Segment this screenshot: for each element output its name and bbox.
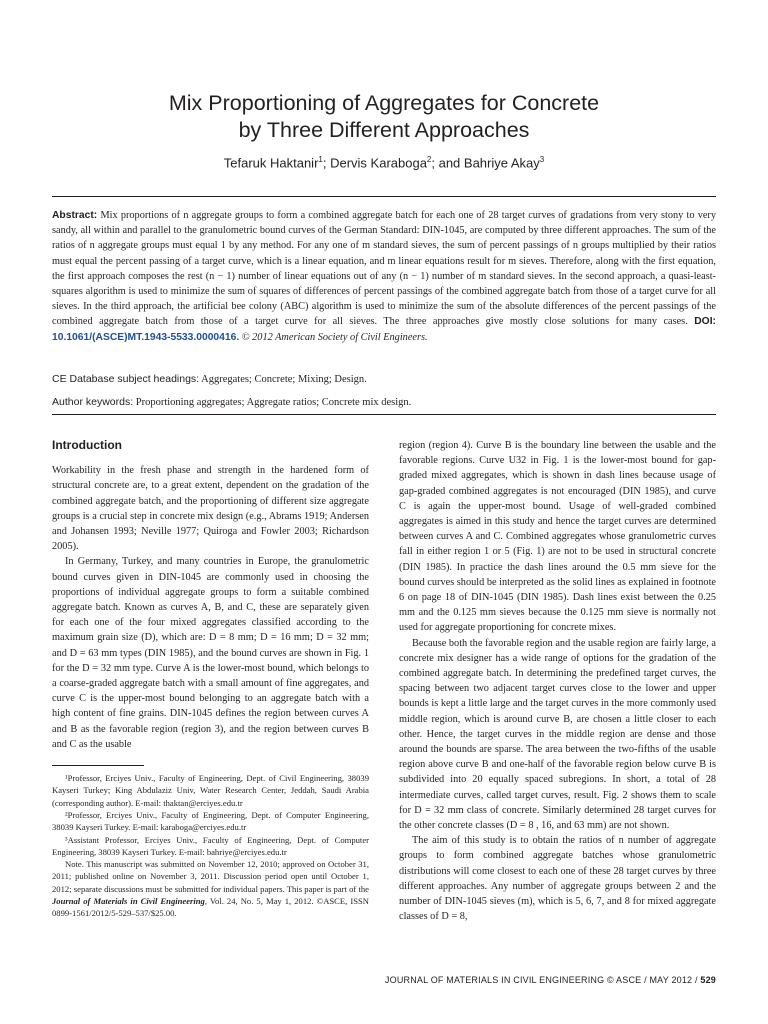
copyright-notice: © 2012 American Society of Civil Engineers. bbox=[241, 331, 428, 343]
author-2-affil: 2 bbox=[426, 155, 432, 164]
abstract-text: Mix proportions of n aggregate groups to form a combined aggregate batch for each one of 28 target curves of gradations from very stony to very sandy, all within and parallel to the granulometric bound curves of the German Standard: DIN-1045, are computed by three different approaches. The sum of the ratios of n aggregate groups must equal 1 by any method. For any one of m standard sieves, the sum of percent passings of n groups multiplied by their ratios must equal the percent passing of a target curve, which is a linear equation, and m linear equations result for m sieves. Therefore, along with the first equation, the first approach composes the rest (n − 1) number of linear equations out of any (n − 1) number of m standard sieves. In the second approach, a quasi-least-squares algorithm is used to minimize the sum of squares of differences of percent passings of the combined aggregate batch from those of a target curve for all sieves. In the third approach, the artificial bee colony (ABC) algorithm is used to minimize the sum of the absolute differences of the percent passings of the combined aggregate batch from those of a target curve for all sieves. The three approaches give mostly close solutions for many cases. bbox=[52, 210, 717, 328]
author-2: Dervis Karaboga bbox=[330, 155, 427, 171]
abstract bbox=[52, 208, 716, 345]
author-keywords-label: Author keywords: bbox=[52, 396, 134, 408]
footnote-1: ¹Professor, Erciyes Univ., Faculty of Engineering, Dept. of Civil Engineering, 38039 Kayseri Turkey; King Abdulaziz Univ, Water Research Center, Jeddah, Saudi Arabia (corresponding author). E-mail: thaktan@erciyes.edu.tr bbox=[52, 773, 369, 808]
submission-note-citation: , Vol. 24, No. 5, May 1, 2012. ©ASCE, ISSN 0899-1561/2012/5-529–537/$25.00. bbox=[52, 896, 369, 919]
left-column bbox=[52, 438, 369, 920]
author-1: Tefaruk Haktanir bbox=[223, 155, 319, 171]
abstract-label: Abstract: bbox=[52, 210, 98, 221]
author-separator: ; bbox=[322, 155, 331, 171]
title-line-1: Mix Proportioning of Aggregates for Concrete bbox=[168, 91, 600, 115]
page-number: 529 bbox=[700, 975, 716, 985]
subject-headings bbox=[52, 372, 716, 387]
author-3: Bahriye Akay bbox=[463, 155, 540, 171]
paper-title bbox=[0, 90, 768, 144]
footnote-3: ³Assistant Professor, Erciyes Univ., Faculty of Engineering, Dept. of Computer Engineering, 38039 Kayseri Turkey. E-mail: bahriye@erciyes.edu.tr bbox=[52, 834, 369, 857]
right-column bbox=[399, 438, 716, 925]
body-paragraph-2: Because both the favorable region and the usable region are fairly large, a concrete mix designer has a wide range of options for the gradation of the combined aggregate batch. In determining the predefined target curves, the spacing between two adjacent target curves close to the lower and upper bounds is kept a little large and the target curves in the more commonly used middle region, which is around curve B, are chosen a little closer to each other. Hence, the target curves in the middle region are dense and those around the bounds are sparse. The area between the two-fifths of the usable region above curve B and one-half of the favorable region below curve B is subdivided into 20 equally spaced subregions. In short, a total of 28 intermediate curves, called target curves, result. Fig. 2 shows them to scale for D = 32 mm class of concrete. Similarly determined 28 target curves for the other concrete classes (D = 8 , 16, and 63 mm) are not shown. bbox=[399, 637, 716, 832]
title-line-2: by Three Different Approaches bbox=[238, 118, 530, 142]
journal-name: Journal of Materials in Civil Engineering bbox=[52, 896, 205, 907]
footer-journal: JOURNAL OF MATERIALS IN CIVIL ENGINEERING © ASCE / MAY 2012 / bbox=[384, 975, 701, 985]
footnote-rule bbox=[52, 765, 144, 766]
intro-paragraph-1: Workability in the fresh phase and strength in the hardened form of structural concrete are, to a great extent, dependent on the gradation of the combined aggregate batch, and the proportioning of different size aggregate groups is a crucial step in concrete mix design (e.g., Abrams 1919; Andersen and Johansen 1993; Neville 1977; Quiroga and Fowler 2003; Richardson 2005). bbox=[52, 465, 369, 553]
body-paragraph-1: region (region 4). Curve B is the boundary line between the usable and the favorable regions. Curve U32 in Fig. 1 is the lower-most bound for gap-graded mixed aggregates, which is shown in dash lines because usage of gap-graded combined aggregates is not encouraged (DIN 1985), and curve C is again the upper-most bound. Usage of well-graded combined aggregates is aimed in this study and hence the target curves are determined between curves A and C. Combined aggregates whose granulometric curves fall in either region 1 or 5 (Fig. 1) are not to be used in structural concrete (DIN 1985). In practice the dash lines around the 0.5 mm sieve for the bound curves should be interpreted as the solid lines as explained in footnote 6 on page 18 of DIN-1045 (DIN 1985). Dash lines exist between the 0.25 mm and the 0.125 mm sieves because the 0.125 mm sieve is normally not used for aggregate proportioning for concrete mixes. bbox=[399, 440, 716, 634]
author-separator: ; and bbox=[431, 155, 464, 171]
abstract-top-rule bbox=[52, 196, 716, 197]
intro-paragraph-2: In Germany, Turkey, and many countries in Europe, the granulometric bound curves given in DIN-1045 are commonly used in choosing the proportions of individual aggregate groups to form a suitable combined aggregate batch. Known as curves A, B, and C, these are separately given for each one of the four mixed aggregates classified according to the maximum grain size (D), which are: D = 8 mm; D = 16 mm; D = 32 mm; and D = 63 mm types (DIN 1985), and the bound curves are shown in Fig. 1 for the D = 32 mm type. Curve A is the lower-most bound, which belongs to a coarse-graded aggregate batch with a small amount of fine aggregates, and curve C is the upper-most bound belonging to an aggregate batch with a high content of fine grains. DIN-1045 defines the region between curves A and B as the favorable region (region 3), and the region between curves B and C as the usable bbox=[52, 556, 369, 750]
section-heading-introduction: Introduction bbox=[52, 438, 122, 452]
body-paragraph-3: The aim of this study is to obtain the ratios of n number of aggregate groups to form combined aggregate batches whose granulometric distributions will come closest to each one of these 28 target curves by three different approaches. Any number of aggregate groups between 2 and the number of DIN-1045 sieves (m), which is 5, 6, 7, and 8 for mixed aggregate classes of D = 8, bbox=[399, 835, 716, 923]
author-1-affil: 1 bbox=[318, 155, 323, 164]
doi-link[interactable]: 10.1061/(ASCE)MT.1943-5533.0000416. bbox=[52, 331, 240, 343]
submission-note bbox=[52, 858, 369, 919]
submission-note-text: Note. This manuscript was submitted on November 12, 2010; approved on October 31, 2011; published online on November 3, 2011. Discussion period open until October 1, 2012; separate discussions must be submitted for individual papers. This paper is part of the bbox=[52, 859, 369, 894]
subject-headings-label: CE Database subject headings: bbox=[52, 373, 200, 385]
author-keywords bbox=[52, 395, 716, 410]
abstract-bottom-rule bbox=[52, 414, 716, 415]
author-list bbox=[0, 155, 768, 170]
page-footer bbox=[52, 975, 716, 985]
doi-label: DOI: bbox=[694, 316, 716, 328]
subject-headings-text: Aggregates; Concrete; Mixing; Design. bbox=[201, 374, 367, 385]
author-3-affil: 3 bbox=[539, 155, 545, 164]
footnote-2: ²Professor, Erciyes Univ., Faculty of Engineering, Dept. of Computer Engineering, 38039 Kayseri Turkey. E-mail: karaboga@erciyes.edu.tr bbox=[52, 809, 369, 833]
author-keywords-text: Proportioning aggregates; Aggregate ratios; Concrete mix design. bbox=[135, 397, 412, 408]
